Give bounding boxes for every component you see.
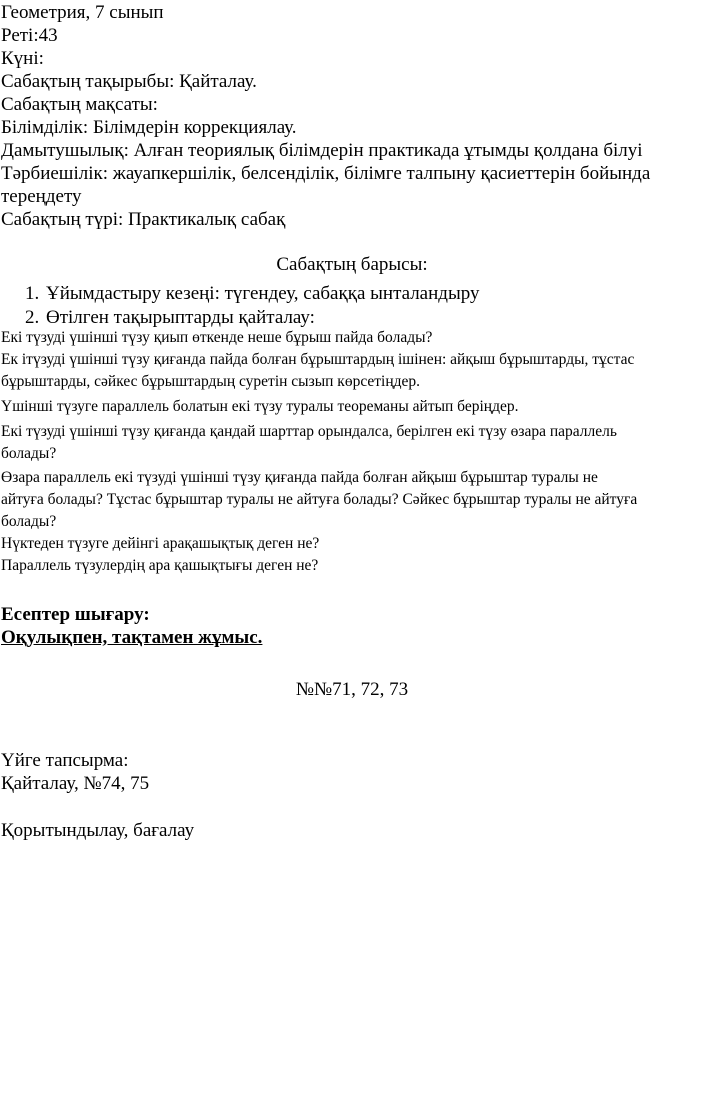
question-line: Екі түзуді үшінші түзу қиып өткенде неше бұрыш пайда болады? (1, 329, 433, 346)
goal-developmental: Дамытушылық: Алған теориялық білімдерін практикада ұтымды қолдана білуі (1, 140, 643, 161)
goal-upbringing-cont: тереңдету (1, 186, 82, 207)
question-line: болады? (1, 513, 57, 530)
step-number: 1. (25, 283, 40, 304)
question-line: Өзара параллель екі түзуді үшінші түзу қиғанда пайда болған айқыш бұрыштар туралы не (1, 469, 598, 486)
step-text: Ұйымдастыру кезеңі: түгендеу, сабаққа ынталандыру (46, 283, 480, 304)
problem-numbers: №№71, 72, 73 (295, 679, 409, 700)
homework-heading: Үйге тапсырма: (1, 750, 129, 771)
question-line: Екі түзуді үшінші түзу қиғанда қандай шарттар орындалса, берілген екі түзу өзара параллель (1, 423, 617, 440)
question-line: Параллель түзулердің ара қашықтығы деген не? (1, 557, 319, 574)
lesson-number: Реті:43 (1, 25, 58, 46)
subject-grade: Геометрия, 7 сынып (1, 2, 164, 23)
goal-upbringing: Тәрбиешілік: жауапкершілік, белсенділік, білімге талпыну қасиеттерін бойында (1, 163, 651, 184)
lesson-type: Сабақтың түрі: Практикалық сабақ (1, 209, 286, 230)
homework-task: Қайталау, №74, 75 (1, 773, 150, 794)
step-number: 2. (25, 307, 40, 328)
lesson-date: Күні: (1, 48, 44, 69)
step-text: Өтілген тақырыптарды қайталау: (46, 307, 315, 328)
lesson-topic: Сабақтың тақырыбы: Қайталау. (1, 71, 257, 92)
question-line: бұрыштарды, сәйкес бұрыштардың суретін сызып көрсетіңдер. (1, 373, 421, 390)
question-line: болады? (1, 445, 57, 462)
goal-educational: Білімділік: Білімдерін коррекциялау. (1, 117, 297, 138)
question-line: айтуға болады? Тұстас бұрыштар туралы не айтуға болады? Сәйкес бұрыштар туралы не айтуға (1, 491, 638, 508)
lesson-goal-heading: Сабақтың мақсаты: (1, 94, 158, 115)
closing-line: Қорытындылау, бағалау (1, 820, 195, 841)
question-line: Ек ітүзуді үшінші түзу қиғанда пайда болған бұрыштардың ішінен: айқыш бұрыштарды, тұстас (1, 351, 635, 368)
problems-heading: Есептер шығару: (1, 604, 150, 625)
problems-subheading: Оқулықпен, тақтамен жұмыс. (1, 627, 263, 648)
lesson-flow-title: Сабақтың барысы: (276, 254, 428, 275)
question-line: Үшінші түзуге параллель болатын екі түзу туралы теореманы айтып беріңдер. (1, 398, 519, 415)
question-line: Нүктеден түзуге дейінгі арақашықтық деген не? (1, 535, 320, 552)
